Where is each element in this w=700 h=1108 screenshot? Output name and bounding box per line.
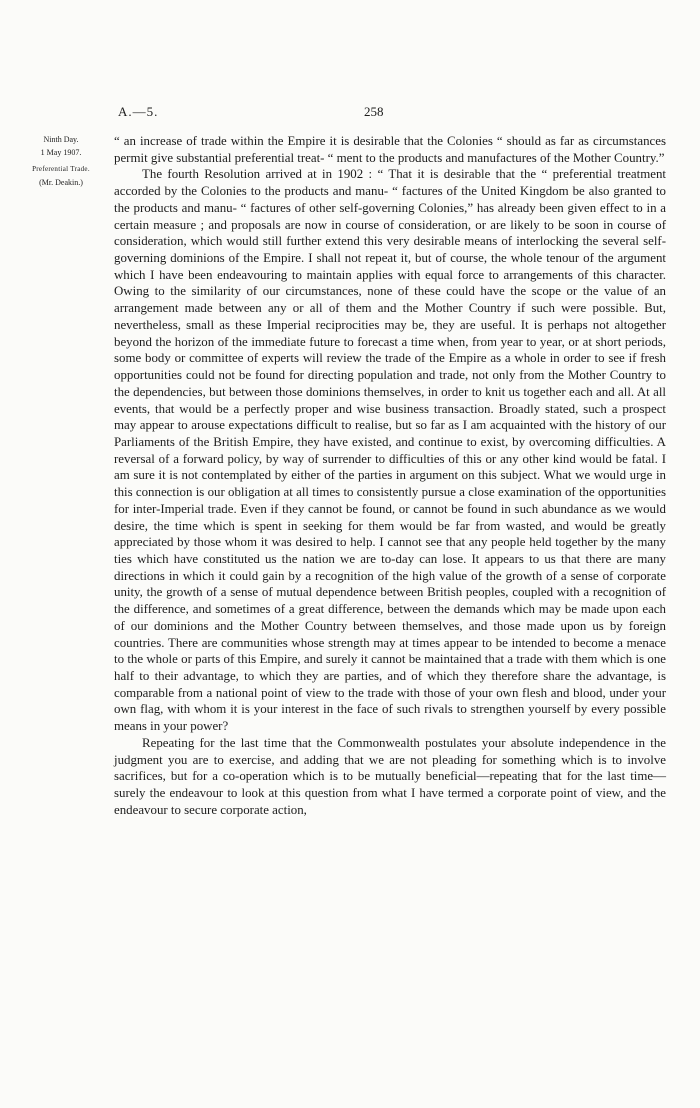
margin-date: 1 May 1907.	[40, 148, 82, 157]
paragraph-1: “ an increase of trade within the Empire it is desirable that the Colonies “ should as far as circumstances permit give substantial preferential treat- “ ment to the products and manufactures of the Mother Country.”	[114, 134, 666, 165]
paragraph-2: The fourth Resolution arrived at in 1902 : “ That it is desirable that the “ preferential treatment accorded by the Colonies to the products and manu- “ factures of the United Kingdom be also granted to the products and manu- “ factures of other self-governing Colonies,” has already been given effect to in a certain measure ; and proposals are now in course of consideration, or are likely to be soon in course of consideration, which would still further extend this very desirable means of interlocking the several self-governing dominions of the Empire. I shall not repeat it, but of course, the whole tenour of the argument which I have been endeavouring to maintain applies with equal force to arrangements of this character. Owing to the similarity of our circumstances, none of these could have the scope or the value of an arrangement made between any or all of them and the Mother Country if such were possible. But, nevertheless, small as these Imperial reciprocities may be, they are useful. It is perhaps not altogether beyond the horizon of the immediate future to forecast a time when, from year to year, or at short periods, some body or committee of experts will review the trade of the Empire as a whole in order to see if fresh opportunities could not be found for directing population and trade, not only from the Mother Country to the dependencies, but between those dominions themselves, in order to knit us together each and all. At all events, that would be a perfectly proper and wise business transaction. Broadly stated, such a prospect may appear to arouse expectations difficult to realise, but so far as I am acquainted with the history of our Parliaments of the British Empire, they have existed, and continue to exist, by overcoming difficulties. A reversal of a forward policy, by way of surrender to difficulties of this or any other kind would be fatal. I am sure it is not contemplated by either of the parties in argument on this subject. What we would urge in this connection is our obligation at all times to consistently pursue a close examination of the opportunities for inter-Imperial trade. Even if they cannot be found, or cannot be found in such abundance as we would desire, the time which is spent in seeking for them would be far from wasted, and would be greatly appreciated by those whom it was desired to help. I cannot see that any people held together by the many ties which have constituted us the nation we are to-day can lose. It appears to us that there are many directions in which it could gain by a recognition of the high value of the growth of a sense of corporate unity, the growth of a sense of mutual dependence between British peoples, coupled with a recognition of the difference, and sometimes of a great difference, between the demands which may be made upon each of our dominions and the Mother Country between themselves, and those made upon us by foreign countries. There are communities whose strength may at times appear to be intended to become a menace to the whole or parts of this Empire, and surely it cannot be maintained that a trade with them which is one half to their advantage, to which they are parties, and of which they therefore share the advantage, is comparable from a national point of view to the trade with those of your own flesh and blood, under your own flag, with whom it is your interest in the face of such rivals to strengthen yourself by every possible means in your power?	[114, 167, 666, 734]
margin-speaker: (Mr. Deakin.)	[39, 178, 83, 187]
body-text	[114, 133, 666, 818]
margin-day: Ninth Day.	[43, 135, 79, 144]
page-header	[0, 104, 700, 120]
document-reference: A.—5.	[118, 104, 159, 119]
page-number: 258	[364, 104, 384, 119]
margin-notes	[22, 134, 100, 190]
paragraph-3: Repeating for the last time that the Commonwealth postulates your absolute independence in the judgment you are to exercise, and adding that we are not pleading for something which is to involve sacrifices, but for a co-operation which is to be mutually beneficial—repeating that for the last time—surely the endeavour to look at this question from what I have termed a corporate point of view, and the endeavour to secure corporate action,	[114, 735, 666, 817]
margin-topic: Preferential Trade.	[32, 165, 90, 173]
